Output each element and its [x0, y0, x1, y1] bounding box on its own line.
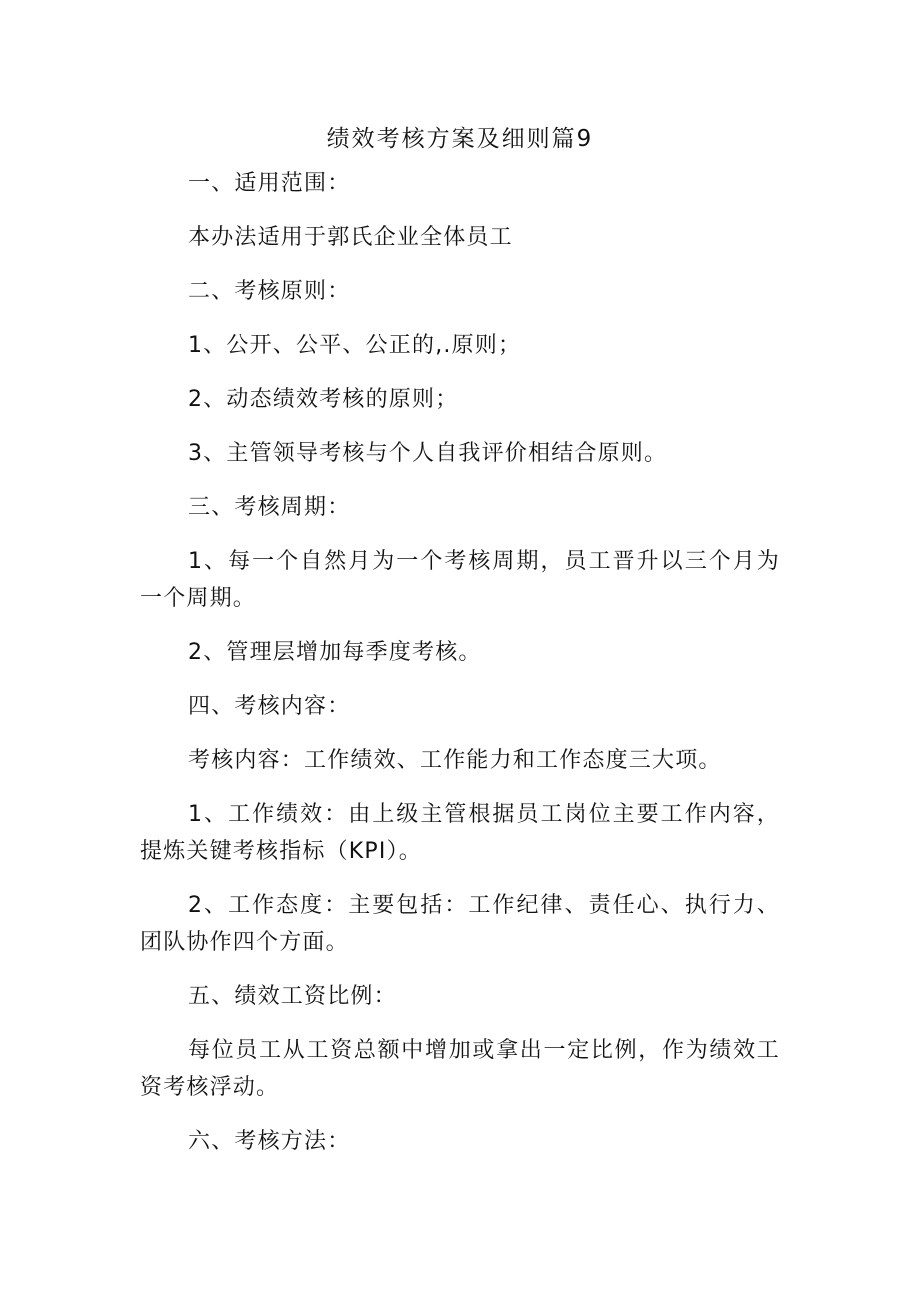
paragraph-scope: 本办法适用于郭氏企业全体员工: [188, 225, 513, 250]
section-heading-principles: 二、考核原则：: [188, 279, 351, 304]
paragraph-cycle-1: 1、每一个自然月为一个考核周期，员工晋升以三个月为一个周期。: [140, 549, 780, 611]
paragraph-salary-ratio: 每位员工从工资总额中增加或拿出一定比例，作为绩效工资考核浮动。: [140, 1038, 780, 1100]
section-heading-salary-ratio: 五、绩效工资比例：: [188, 984, 397, 1009]
paragraph-principle-3: 3、主管领导考核与个人自我评价相结合原则。: [188, 441, 668, 466]
paragraph-cycle-2: 2、管理层增加每季度考核。: [188, 640, 482, 665]
section-heading-method: 六、考核方法：: [188, 1129, 351, 1154]
section-heading-content: 四、考核内容：: [188, 694, 351, 719]
paragraph-principle-2: 2、动态绩效考核的原则；: [188, 387, 459, 412]
paragraph-content-summary: 考核内容：工作绩效、工作能力和工作态度三大项。: [188, 748, 722, 773]
section-heading-cycle: 三、考核周期：: [188, 495, 351, 520]
document-title: 绩效考核方案及细则篇9: [326, 126, 594, 152]
section-heading-scope: 一、适用范围：: [188, 171, 351, 196]
paragraph-principle-1: 1、公开、公平、公正的,.原则；: [188, 333, 522, 358]
document-body: [140, 165, 780, 1177]
paragraph-content-performance: 1、工作绩效：由上级主管根据员工岗位主要工作内容，提炼关键考核指标（KPI）。: [140, 802, 780, 864]
paragraph-content-attitude: 2、工作态度：主要包括：工作纪律、责任心、执行力、团队协作四个方面。: [140, 893, 780, 955]
